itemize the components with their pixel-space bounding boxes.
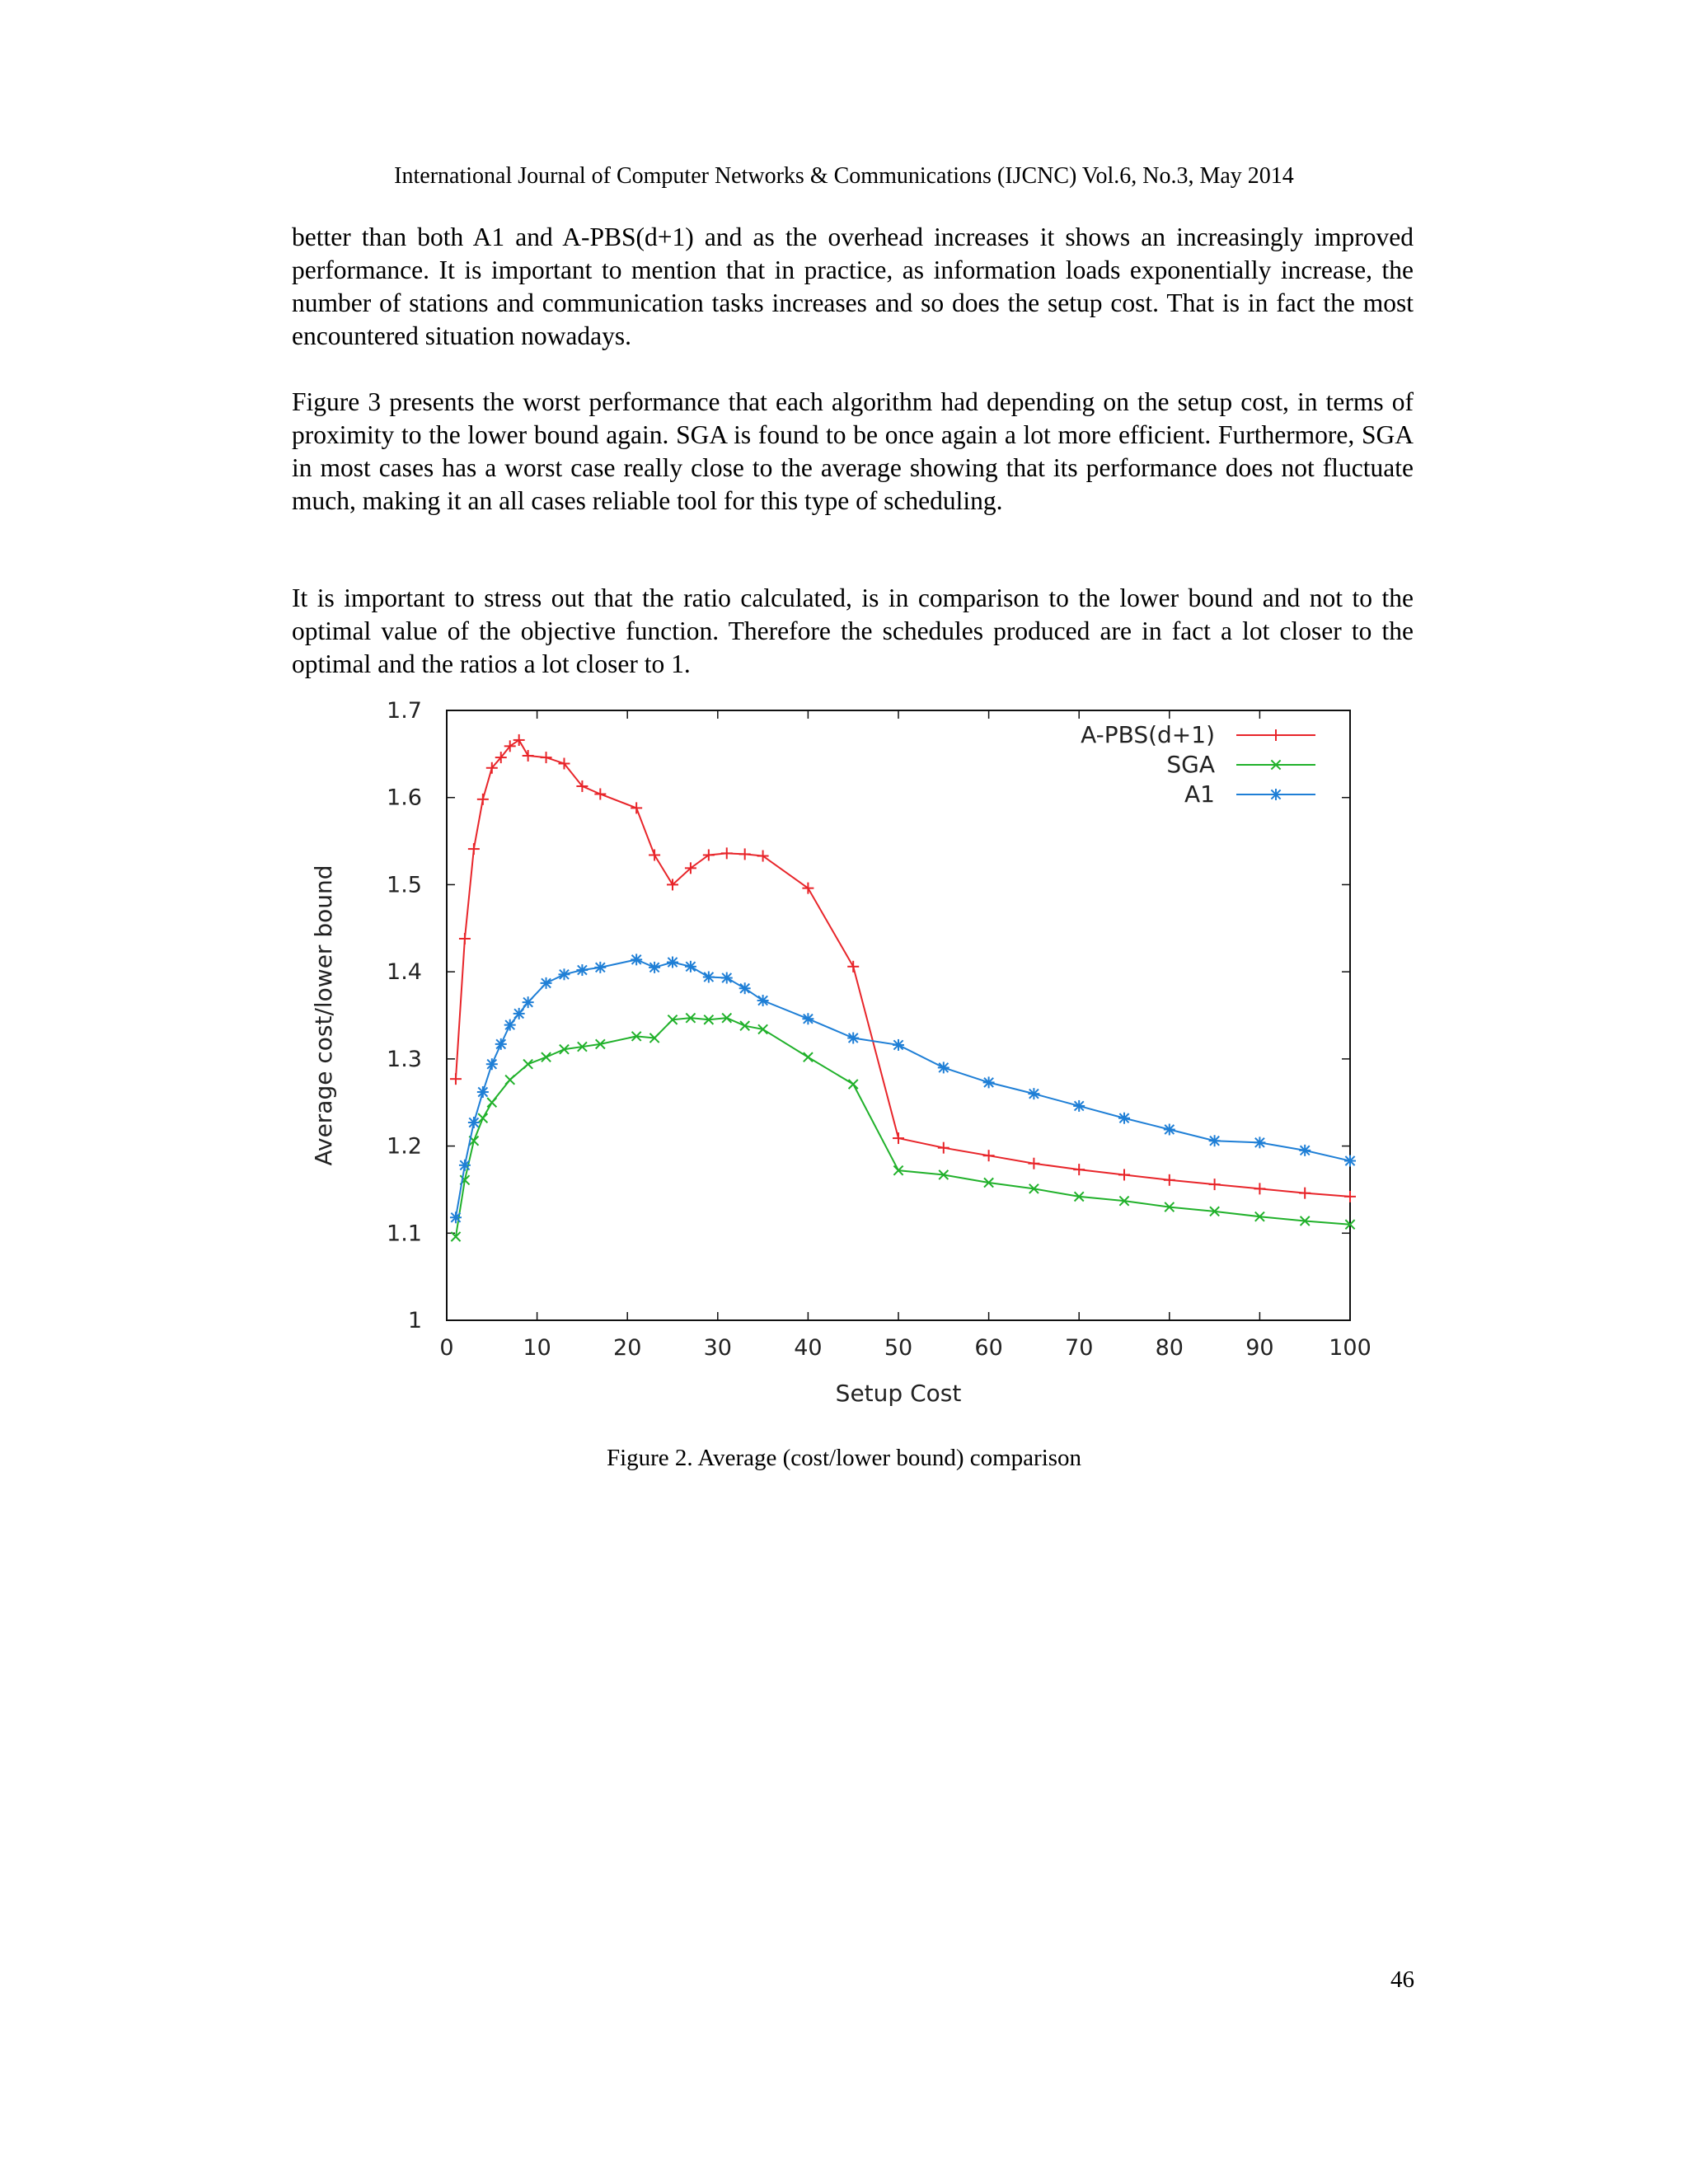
data-point-a-pbs-d-1 [513,734,525,746]
x-tick-label: 60 [974,1335,1003,1361]
data-point-a-pbs-d-1 [721,847,733,859]
data-point-a1 [721,972,733,984]
data-point-a-pbs-d-1 [1073,1164,1085,1175]
data-point-a-pbs-d-1 [631,802,642,813]
data-point-a-pbs-d-1 [1028,1158,1039,1169]
data-point-a1 [576,964,588,976]
data-point-sga [487,1098,496,1107]
y-tick-label: 1.5 [387,872,422,898]
data-point-a1 [594,962,606,973]
legend-marker-a-pbs-d-1 [1270,729,1282,741]
body-paragraph-1: better than both A1 and A-PBS(d+1) and as the overhead increases it shows an increasingly improved performance. It is important to mention that in practice, as information loads exponentially increase, the number of stations and communication tasks increases and so does the setup cost. That is in fact the most encountered situation nowadays. [292,223,1414,350]
data-point-a1 [739,982,751,994]
x-tick-label: 100 [1329,1335,1372,1361]
data-point-a1 [450,1212,462,1223]
data-point-a1 [495,1038,507,1050]
x-tick-label: 0 [439,1335,454,1361]
data-point-a-pbs-d-1 [1344,1191,1356,1202]
data-point-a1 [468,1117,480,1128]
figure-caption: Figure 2. Average (cost/lower bound) comparison [606,1445,1082,1471]
body-paragraph-2: Figure 3 presents the worst performance that each algorithm had depending on the setup cost, in terms of proximity to the lower bound again. SGA is found to be once again a lot more efficient. Furthermore, SGA in most cases has a worst case really close to the average showing that its performance does not fluctuate much, making it an all cases reliable tool for this type of scheduling. [292,387,1414,515]
y-tick-label: 1.3 [387,1046,422,1072]
page-number: 46 [1390,1966,1414,1993]
y-tick-label: 1.4 [387,959,422,986]
data-point-a1 [685,961,696,972]
x-tick-label: 20 [613,1335,642,1361]
data-point-a-pbs-d-1 [477,794,489,805]
data-point-a1 [667,957,678,968]
data-point-a1 [1073,1100,1085,1112]
data-point-a1 [983,1076,995,1088]
data-point-a-pbs-d-1 [983,1150,995,1161]
x-tick-label: 40 [794,1335,823,1361]
y-tick-label: 1 [407,1308,422,1333]
axis-ticks [387,698,1372,1361]
legend-label-sga: SGA [1166,751,1215,778]
data-point-a-pbs-d-1 [1254,1183,1265,1194]
data-point-sga [523,1060,532,1069]
x-tick-label: 80 [1155,1335,1184,1361]
y-tick-label: 1.2 [387,1133,422,1160]
x-tick-label: 90 [1245,1335,1274,1361]
data-point-a-pbs-d-1 [938,1142,950,1154]
x-tick-label: 50 [884,1335,913,1361]
line-chart [297,689,1385,1414]
data-point-a1 [703,971,715,982]
data-point-a1 [1164,1123,1175,1135]
journal-header: International Journal of Computer Networks & Communications (IJCNC) Vol.6, No.3, May 2014 [394,163,1294,189]
data-point-a1 [1209,1135,1221,1146]
data-point-sga [478,1113,487,1122]
data-point-a1 [893,1039,904,1051]
data-point-a-pbs-d-1 [594,788,606,799]
data-point-a-pbs-d-1 [757,851,769,862]
y-tick-label: 1.6 [387,785,422,811]
data-point-a1 [504,1019,516,1031]
data-point-a1 [558,968,570,980]
data-point-a-pbs-d-1 [1118,1169,1130,1180]
data-point-a1 [847,1032,859,1043]
x-tick-label: 30 [703,1335,732,1361]
series-line-a1 [456,959,1350,1217]
data-point-a-pbs-d-1 [1164,1174,1175,1186]
data-point-a1 [477,1086,489,1098]
data-point-a-pbs-d-1 [847,961,859,972]
chart-legend [1081,721,1315,808]
x-axis-label: Setup Cost [835,1380,962,1407]
data-point-a1 [1254,1137,1265,1148]
data-point-a1 [1344,1155,1356,1167]
legend-label-a-pbs-d-1: A-PBS(d+1) [1081,721,1215,748]
data-point-a-pbs-d-1 [739,848,751,860]
data-point-a-pbs-d-1 [459,933,471,944]
legend-label-a1: A1 [1184,780,1215,808]
data-point-sga [849,1080,858,1089]
data-point-sga [542,1052,551,1062]
data-point-a1 [631,954,642,965]
y-tick-label: 1.1 [387,1221,422,1247]
data-point-a-pbs-d-1 [703,849,715,860]
x-tick-label: 70 [1065,1335,1094,1361]
data-point-a1 [541,977,552,989]
data-point-a1 [1028,1088,1039,1099]
series-line-sga [456,1018,1350,1236]
y-tick-label: 1.7 [387,698,422,724]
data-point-a1 [523,996,534,1008]
data-point-a-pbs-d-1 [1209,1179,1221,1190]
data-point-a-pbs-d-1 [450,1073,462,1085]
data-point-a-pbs-d-1 [649,849,660,860]
data-point-a-pbs-d-1 [541,752,552,763]
data-point-a-pbs-d-1 [468,843,480,855]
data-point-a1 [757,995,769,1006]
data-point-a1 [649,962,660,973]
data-point-sga [804,1052,813,1062]
data-point-a1 [513,1008,525,1019]
data-point-a1 [1299,1145,1311,1156]
data-point-a-pbs-d-1 [1299,1188,1311,1199]
series-layer [450,734,1356,1241]
data-point-a1 [1118,1113,1130,1124]
data-point-a1 [486,1058,498,1070]
data-point-a1 [459,1160,471,1171]
x-tick-label: 10 [523,1335,551,1361]
data-point-a-pbs-d-1 [802,883,814,894]
data-point-a-pbs-d-1 [893,1132,904,1144]
y-axis-label: Average cost/lower bound [310,865,337,1166]
legend-marker-a1 [1270,789,1282,800]
data-point-a1 [938,1062,950,1073]
data-point-sga [505,1076,514,1085]
data-point-a-pbs-d-1 [523,750,534,762]
series-a-pbs-d-1 [450,734,1356,1202]
body-paragraph-3: It is important to stress out that the ratio calculated, is in comparison to the lower bound and not to the optimal value of the objective function. Therefore the schedules produced are in fact a lot closer to the optimal and the ratios a lot closer to 1. [292,583,1414,678]
data-point-a1 [802,1013,814,1024]
series-a1 [450,954,1356,1223]
